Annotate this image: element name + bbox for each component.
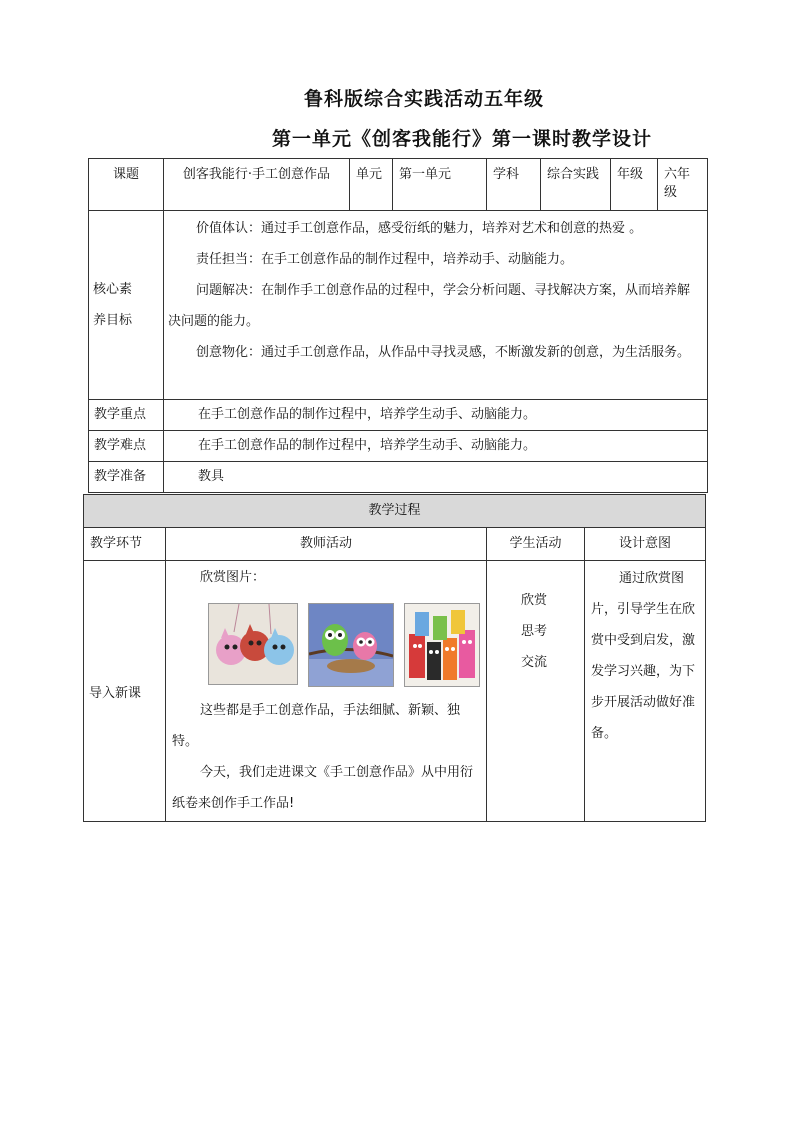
focus-label: 教学重点 bbox=[89, 400, 164, 431]
design-intent-cell bbox=[585, 561, 706, 822]
goal-item: 价值体认：通过手工创意作品，感受衍纸的魅力，培养对艺术和创意的热爱 。 bbox=[196, 221, 643, 236]
design-intent-text: 通过欣赏图片，引导学生在欣赏中受到启发，激发学习兴趣，为下步开展活动做好准备。 bbox=[591, 571, 696, 741]
focus-value: 在手工创意作品的制作过程中，培养学生动手、动脑能力。 bbox=[164, 400, 708, 431]
student-activity-item: 交流 bbox=[521, 655, 548, 670]
paper-animals-image bbox=[404, 603, 480, 687]
unit-label: 单元 bbox=[350, 159, 393, 211]
unit-value: 第一单元 bbox=[393, 159, 487, 211]
grade-value: 六年级 bbox=[658, 159, 708, 211]
subject-label: 学科 bbox=[487, 159, 541, 211]
teacher-activity-cell bbox=[166, 561, 487, 822]
col-teacher-header: 教师活动 bbox=[166, 528, 487, 561]
col-stage-header: 教学环节 bbox=[84, 528, 166, 561]
page-subtitle: 第一单元《创客我能行》第一课时教学设计 bbox=[272, 128, 653, 150]
stage-cell: 导入新课 bbox=[84, 561, 166, 822]
prep-value: 教具 bbox=[164, 462, 708, 493]
goal-item: 创意物化：通过手工创意作品，从作品中寻找灵感，不断激发新的创意，为生活服务。 bbox=[196, 345, 691, 360]
difficulty-label: 教学难点 bbox=[89, 431, 164, 462]
goal-item: 问题解决：在制作手工创意作品的过程中，学会分析问题、寻找解决方案，从而培养解决问题的能力。 bbox=[168, 283, 691, 329]
difficulty-value: 在手工创意作品的制作过程中，培养学生动手、动脑能力。 bbox=[164, 431, 708, 462]
process-title: 教学过程 bbox=[84, 495, 706, 528]
prep-label: 教学准备 bbox=[89, 462, 164, 493]
student-activity-cell bbox=[487, 561, 585, 822]
teaching-process-table bbox=[83, 494, 706, 822]
goal-item: 责任担当：在手工创意作品的制作过程中，培养动手、动脑能力。 bbox=[196, 252, 574, 267]
col-student-header: 学生活动 bbox=[487, 528, 585, 561]
subject-value: 综合实践 bbox=[541, 159, 611, 211]
page-title: 鲁科版综合实践活动五年级 bbox=[303, 88, 544, 110]
table-row bbox=[84, 561, 706, 822]
paper-cat-image bbox=[208, 603, 298, 685]
goals-content bbox=[164, 211, 708, 400]
teacher-intro: 欣赏图片： bbox=[200, 570, 266, 585]
teacher-paragraph: 今天，我们走进课文《手工创意作品》从中用衍纸卷来创作手工作品! bbox=[172, 765, 474, 811]
grade-label: 年级 bbox=[611, 159, 658, 211]
col-intent-header: 设计意图 bbox=[585, 528, 706, 561]
course-label: 课题 bbox=[89, 159, 164, 211]
teacher-paragraph: 这些都是手工创意作品，手法细腻、新颖、独特。 bbox=[172, 703, 461, 749]
student-activity-item: 思考 bbox=[521, 624, 548, 639]
lesson-info-table bbox=[88, 158, 708, 493]
goals-label: 核心素养目标 bbox=[93, 282, 133, 328]
course-value: 创客我能行·手工创意作品 bbox=[164, 159, 350, 211]
artwork-gallery bbox=[208, 603, 480, 687]
student-activity-item: 欣赏 bbox=[521, 593, 548, 608]
paper-owl-image bbox=[308, 603, 394, 687]
